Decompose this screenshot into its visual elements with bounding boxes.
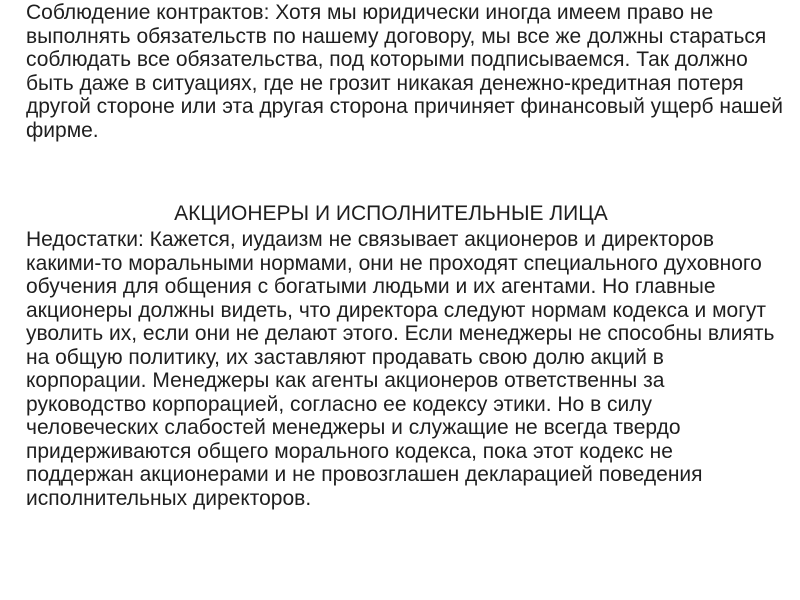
shortcomings-paragraph: Недостатки: Кажется, иудаизм не связывает акционеров и директоров какими-то моральными нормами, они не проходят специального духовного обучения для общения с богатыми людьми и их агентами. Но главные акционеры должны видеть, что директора следуют нормам кодекса и могут уволить их, если они не делают этого. Если менеджеры не способны влиять на общую политику, их заставляют продавать свою долю акций в корпорации. Менеджеры как агенты акционеров ответственны за руководство корпорацией, согласно ее кодексу этики. Но в силу человеческих слабостей менеджеры и служащие не всегда твердо придерживаются общего морального кодекса, пока этот кодекс не поддержан акционерами и не провозглашен декларацией поведения исполнительных директоров. — [26, 228, 775, 510]
contracts-paragraph: Соблюдение контрактов: Хотя мы юридически иногда имеем право не выполнять обязательств по нашему договору, мы все же должны стараться соблюдать все обязательства, под которыми подписываемся. Так должно быть даже в ситуациях, где не грозит никакая денежно-кредитная потеря другой стороне или эта другая сторона причиняет финансовый ущерб нашей фирме. — [26, 1, 783, 142]
section-heading: АКЦИОНЕРЫ И ИСПОЛНИТЕЛЬНЫЕ ЛИЦА — [174, 202, 608, 225]
